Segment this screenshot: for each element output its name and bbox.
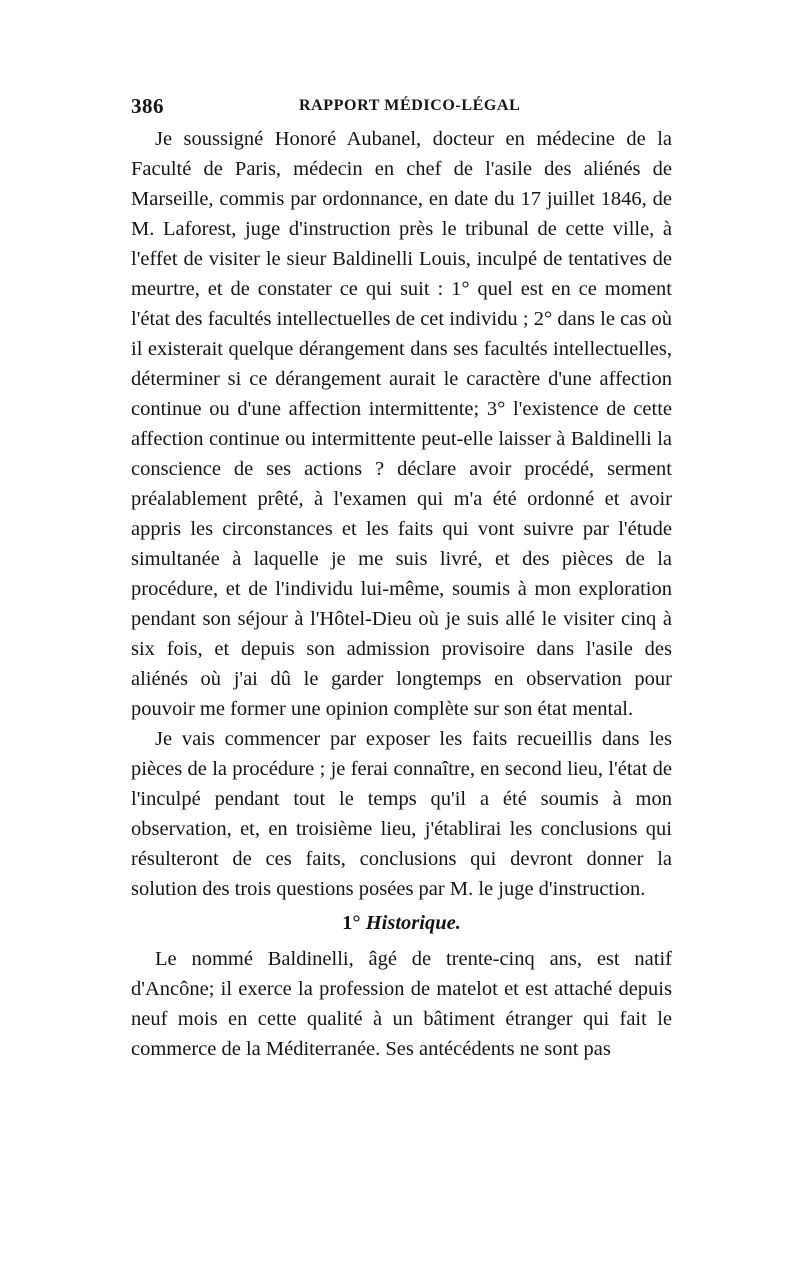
paragraph-plan: Je vais commencer par exposer les faits recueillis dans les pièces de la procédure ; je ferai connaître, en second lieu, l'état de l'inculpé pendant tout le temps qu'il a été soumis à mon observation, et, en troisième lieu, j'établirai les conclusions qui résulteront de ces faits, conclusions qui devront donner la solution des trois questions posées par M. le juge d'instruction.: [131, 728, 672, 900]
section-number: 1°: [342, 912, 361, 934]
page-header: [131, 94, 672, 120]
page-number: 386: [131, 94, 164, 118]
section-heading: [131, 908, 672, 938]
body-text: [131, 124, 672, 1064]
section-title: Historique.: [365, 912, 461, 934]
paragraph-deposition: Je soussigné Honoré Aubanel, docteur en médecine de la Faculté de Paris, médecin en chef de l'asile des aliénés de Marseille, commis par ordonnance, en date du 17 juillet 1846, de M. Laforest, juge d'instruction près le tribunal de cette ville, à l'effet de visiter le sieur Baldinelli Louis, inculpé de tentatives de meurtre, et de constater ce qui suit : 1° quel est en ce moment l'état des facultés intellectuelles de cet individu ; 2° dans le cas où il existerait quelque dérangement dans ses facultés intellectuelles, déterminer si ce dérangement aurait le caractère d'une affection continue ou d'une affection intermittente; 3° l'existence de cette affection continue ou intermittente peut-elle laisser à Baldinelli la conscience de ses actions ? déclare avoir procédé, serment préalablement prêté, à l'examen qui m'a été ordonné et avoir appris les circonstances et les faits qui vont suivre par l'étude simultanée à laquelle je me suis livré, et des pièces de la procédure, et de l'individu lui-même, soumis à mon exploration pendant son séjour à l'Hôtel-Dieu où je suis allé le visiter cinq à six fois, et depuis son admission provisoire dans l'asile des aliénés où j'ai dû le garder longtemps en observation pour pouvoir me former une opinion complète sur son état mental.: [131, 128, 672, 720]
running-title: RAPPORT MÉDICO-LÉGAL: [299, 97, 521, 114]
paragraph-historique: Le nommé Baldinelli, âgé de trente-cinq ans, est natif d'Ancône; il exerce la profession de matelot et est attaché depuis neuf mois en cette qualité à un bâtiment étranger qui fait le commerce de la Méditerranée. Ses antécédents ne sont pas: [131, 948, 672, 1060]
